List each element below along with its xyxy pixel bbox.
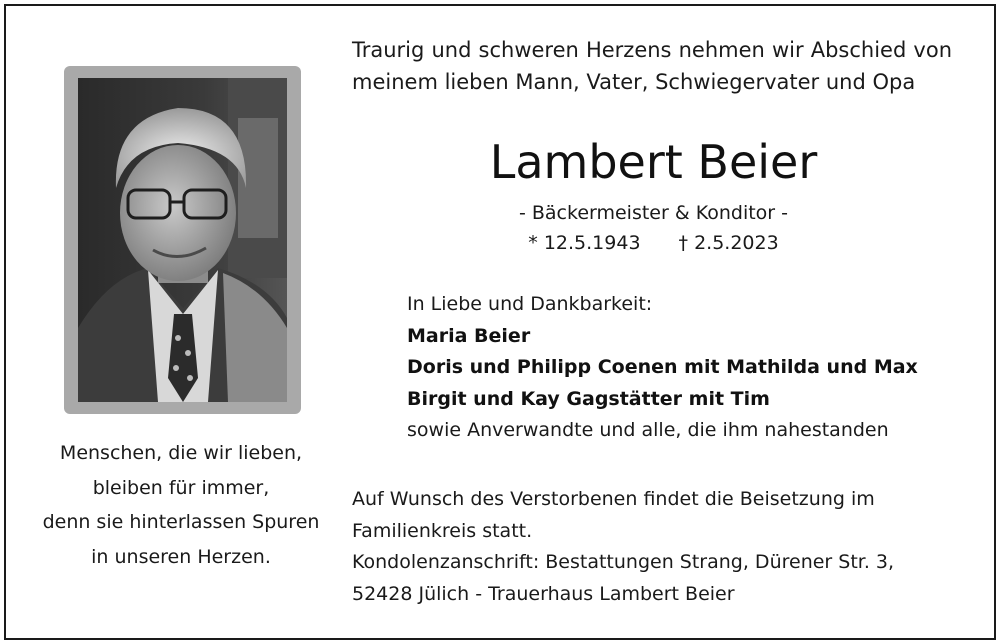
condolence-address: 52428 Jülich - Trauerhaus Lambert Beier: [352, 582, 735, 605]
deceased-profession: - Bäckermeister & Konditor -: [518, 202, 789, 224]
mourner-name: Maria Beier: [407, 324, 531, 347]
mourners-block: [407, 289, 967, 447]
mourner-name: Birgit und Kay Gagstätter mit Tim: [407, 387, 770, 410]
portrait-image: [78, 78, 287, 402]
quote-line: in unseren Herzen.: [91, 545, 271, 568]
death-date: † 2.5.2023: [678, 232, 779, 254]
mourner-name: Doris und Philipp Coenen mit Mathilda und Max: [407, 356, 918, 378]
condolence-address: Kondolenzanschrift: Bestattungen Strang, Dürener Str. 3,: [352, 551, 895, 573]
life-dates: [352, 229, 955, 257]
photo-frame: [64, 66, 301, 414]
notice-line: Auf Wunsch des Verstorbenen findet die Beisetzung im: [352, 488, 875, 510]
birth-date: * 12.5.1943: [528, 232, 641, 254]
intro-line-1: Traurig und schweren Herzens nehmen wir Abschied von: [352, 38, 952, 62]
deceased-name: Lambert Beier: [489, 135, 818, 189]
intro-text: [352, 34, 952, 98]
mourners-heading: In Liebe und Dankbarkeit:: [407, 293, 653, 315]
memorial-quote: [40, 436, 322, 574]
quote-line: bleiben für immer,: [92, 476, 270, 499]
mourners-closing: sowie Anverwandte und alle, die ihm nahestanden: [407, 419, 889, 441]
quote-line: Menschen, die wir lieben,: [59, 442, 303, 464]
notice-line: Familienkreis statt.: [352, 519, 533, 542]
funeral-notice: [352, 484, 952, 610]
intro-line-2: meinem lieben Mann, Vater, Schwiegervater und Opa: [352, 70, 916, 94]
quote-line: denn sie hinterlassen Spuren: [42, 511, 320, 533]
portrait-photo: [78, 78, 287, 402]
